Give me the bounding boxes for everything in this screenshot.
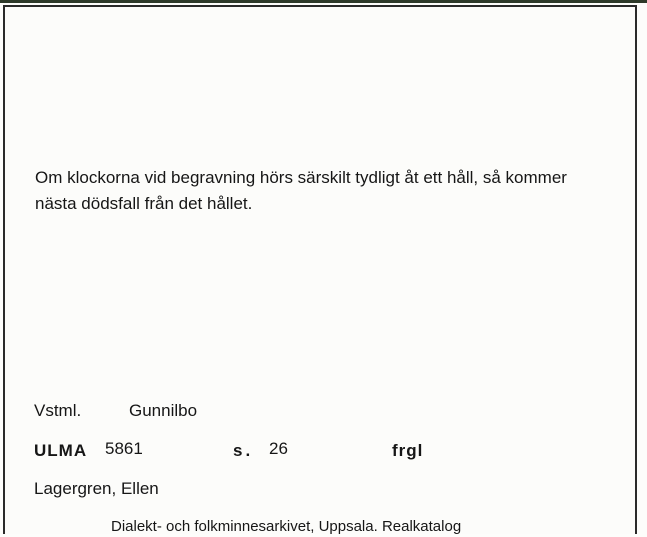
card-text: Om klockorna vid begravning hörs särskilt tydligt åt ett håll, så kommer nästa dödsfall från det hållet. xyxy=(35,168,567,213)
page-number: 26 xyxy=(269,439,288,458)
socken-label: Gunnilbo xyxy=(129,401,198,420)
landskap-label: Vstml. xyxy=(34,401,82,420)
top-edge xyxy=(0,0,647,3)
catalog-card xyxy=(3,5,637,534)
archive-code: ULMA xyxy=(34,441,88,460)
card-footer: Dialekt- och folkminnesarkivet, Uppsala. Realkatalog xyxy=(111,518,462,535)
page-prefix: s. xyxy=(233,441,254,460)
archive-number: 5861 xyxy=(105,439,143,458)
collector-name: Lagergren, Ellen xyxy=(34,479,159,498)
category-code: frgl xyxy=(392,441,424,460)
